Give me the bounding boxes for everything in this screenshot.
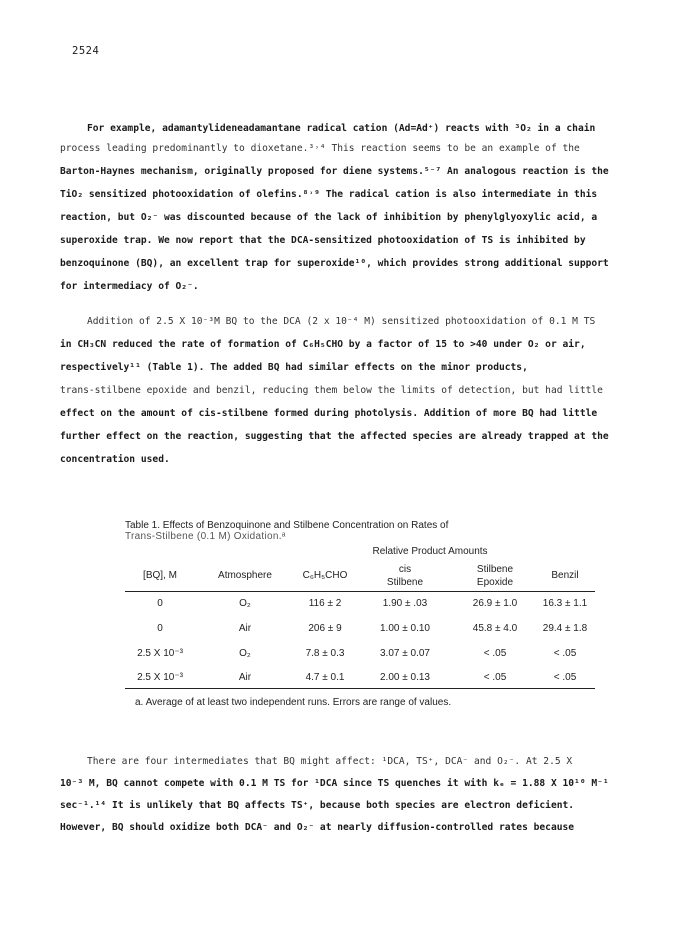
- table-cell: 29.4 ± 1.8: [542, 623, 588, 634]
- table-header-sub: Stilbene: [386, 577, 424, 588]
- paragraph-line: 10⁻³ M, BQ cannot compete with 0.1 M TS for ¹DCA since TS quenches it with kₑ = 1.88 X 10¹⁰ M⁻¹: [60, 778, 609, 789]
- table-cell: O₂: [239, 648, 251, 659]
- paragraph-line: in CH₃CN reduced the rate of formation of C₆H₅CHO by a factor of 15 to >40 under O₂ or air,: [60, 339, 586, 350]
- paragraph-line: further effect on the reaction, suggesting that the affected species are already trapped at the: [60, 431, 609, 442]
- paragraph-line: effect on the amount of cis-stilbene formed during photolysis. Addition of more BQ had little: [60, 408, 598, 419]
- paragraph-3: [60, 756, 630, 846]
- paragraph-line: respectively¹¹ (Table 1). The added BQ had similar effects on the minor products,: [60, 362, 528, 373]
- table-cell: 45.8 ± 4.0: [472, 623, 518, 634]
- table-cell: 4.7 ± 0.1: [305, 672, 345, 683]
- table-cell: Air: [238, 672, 252, 683]
- table-cell: 3.07 ± 0.07: [380, 648, 430, 659]
- paragraph-line: trans-stilbene epoxide and benzil, reducing them below the limits of detection, but had little: [60, 385, 603, 396]
- paragraph-2: [60, 316, 630, 486]
- table-cell: Air: [238, 623, 252, 634]
- paragraph-line: concentration used.: [60, 454, 170, 465]
- table-cell: 16.3 ± 1.1: [542, 598, 588, 609]
- table-cell: 26.9 ± 1.0: [472, 598, 518, 609]
- table-cell: 2.5 X 10⁻³: [137, 672, 183, 683]
- paragraph-1: [60, 123, 630, 293]
- table-group-header: Relative Product Amounts: [372, 546, 488, 557]
- paragraph-line: sec⁻¹.¹⁴ It is unlikely that BQ affects TS⁺, because both species are electron deficient.: [60, 800, 575, 811]
- table-cell: < .05: [483, 672, 507, 683]
- table-cell: 206 ± 9: [308, 623, 342, 634]
- table-header: [BQ], M: [143, 570, 177, 581]
- paragraph-line: For example, adamantylideneadamantane radical cation (Ad=Ad⁺) reacts with ³O₂ in a chain: [87, 123, 596, 134]
- paragraph-line: process leading predominantly to dioxetane.³˒⁴ This reaction seems to be an example of the: [60, 143, 580, 154]
- table-cell: 1.90 ± .03: [382, 598, 428, 609]
- paragraph-line: There are four intermediates that BQ might affect: ¹DCA, TS⁺, DCA⁻ and O₂⁻. At 2.5 X: [87, 756, 573, 767]
- paragraph-line: Barton-Haynes mechanism, originally proposed for diene systems.⁵⁻⁷ An analogous reaction is the: [60, 166, 609, 177]
- table-header: cis: [398, 564, 412, 575]
- table-header: C₆H₅CHO: [302, 570, 348, 581]
- table-header: Benzil: [551, 570, 579, 581]
- table-cell: 0: [157, 623, 163, 634]
- table-cell: 116 ± 2: [308, 598, 342, 609]
- table-cell: < .05: [483, 648, 507, 659]
- table-header: Atmosphere: [218, 570, 272, 581]
- paragraph-line: Addition of 2.5 X 10⁻³M BQ to the DCA (2 x 10⁻⁴ M) sensitized photooxidation of 0.1 M TS: [87, 316, 596, 327]
- table-caption-line: Table 1. Effects of Benzoquinone and Stilbene Concentration on Rates of: [125, 520, 449, 531]
- table-cell: 2.5 X 10⁻³: [137, 648, 183, 659]
- table-cell: 1.00 ± 0.10: [380, 623, 430, 634]
- table-header: Stilbene: [476, 564, 514, 575]
- page-number: 2524: [72, 45, 100, 57]
- table-cell: < .05: [553, 648, 577, 659]
- table-cell: < .05: [553, 672, 577, 683]
- table-cell: O₂: [239, 598, 251, 609]
- table-cell: 0: [157, 598, 163, 609]
- paragraph-line: benzoquinone (BQ), an excellent trap for superoxide¹⁰, which provides strong additional support: [60, 258, 609, 269]
- paragraph-line: superoxide trap. We now report that the DCA-sensitized photooxidation of TS is inhibited by: [60, 235, 586, 246]
- paragraph-line: However, BQ should oxidize both DCA⁻ and O₂⁻ at nearly diffusion-controlled rates because: [60, 822, 575, 833]
- table-caption-line: Trans-Stilbene (0.1 M) Oxidation.ᵃ: [125, 531, 286, 542]
- paragraph-line: for intermediacy of O₂⁻.: [60, 281, 199, 292]
- table-rule: [125, 591, 595, 592]
- table-header-sub: Epoxide: [476, 577, 514, 588]
- table-footnote: a. Average of at least two independent runs. Errors are range of values.: [135, 697, 452, 708]
- table-cell: 7.8 ± 0.3: [305, 648, 345, 659]
- paragraph-line: reaction, but O₂⁻ was discounted because of the lack of inhibition by phenylglyoxylic acid, a: [60, 212, 598, 223]
- table-cell: 2.00 ± 0.13: [380, 672, 430, 683]
- table-rule: [125, 688, 595, 689]
- paragraph-line: TiO₂ sensitized photooxidation of olefins.⁸˒⁹ The radical cation is also intermediate in this: [60, 189, 598, 200]
